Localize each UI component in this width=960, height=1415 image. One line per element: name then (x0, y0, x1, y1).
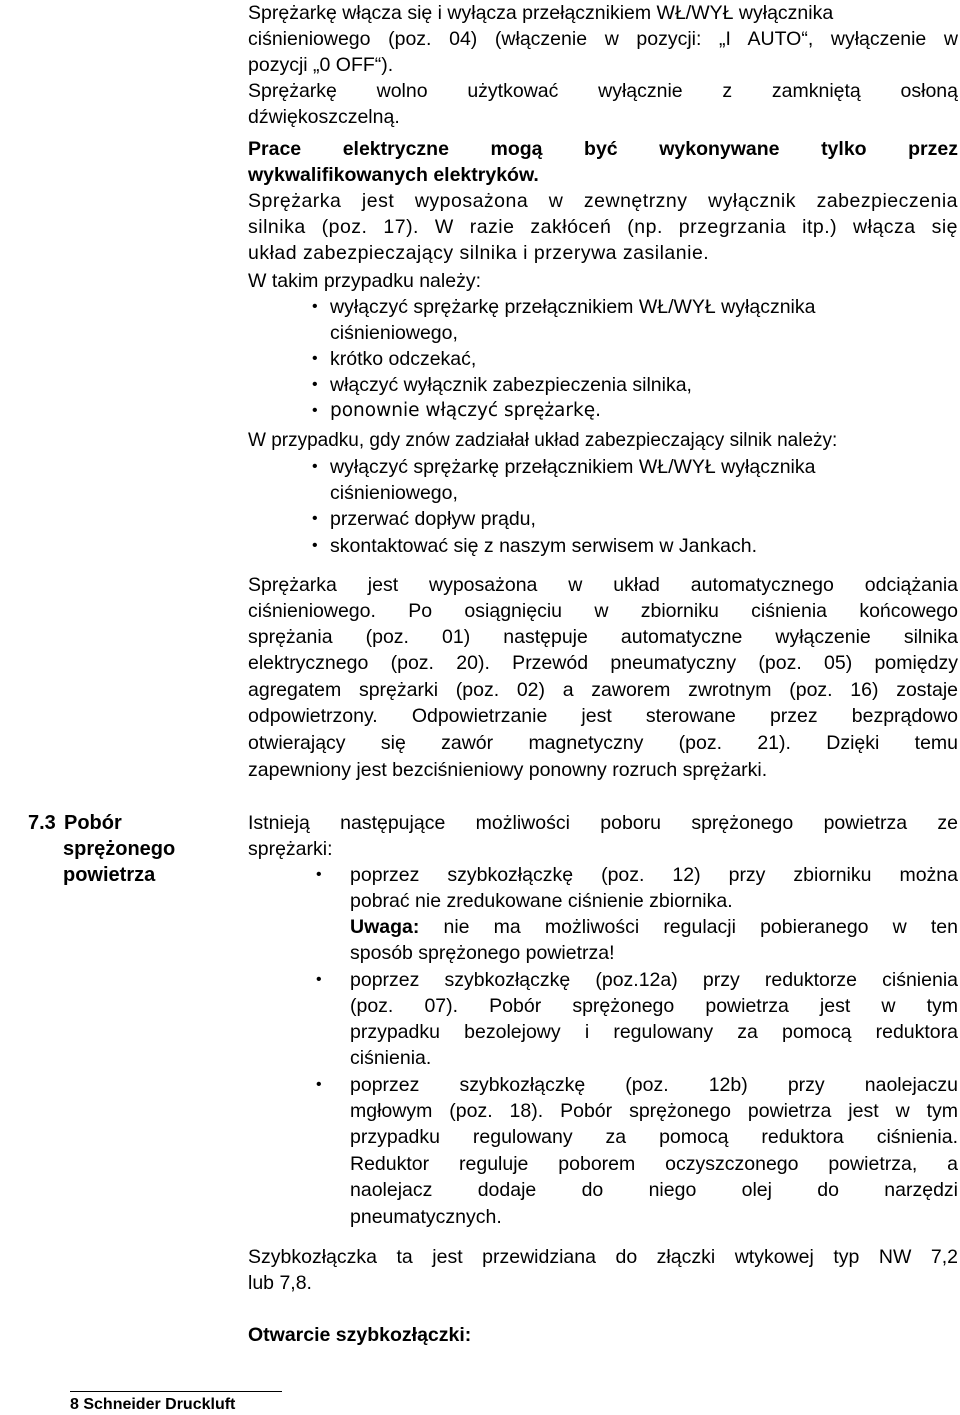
text-line: sprężarki: (248, 838, 333, 860)
text-line: zapewniony jest bezciśnieniowy ponowny rozruch sprężarki. (248, 759, 768, 781)
bullet-icon: • (312, 510, 318, 527)
list-item: naolejacz dodaje do niego olej do narzędzi (350, 1179, 958, 1201)
list-item: wyłączyć sprężarkę przełącznikiem WŁ/WYŁ wyłącznika (330, 296, 816, 318)
list-item: poprzez szybkozłączkę (poz. 12b) przy naolejaczu (350, 1074, 958, 1096)
text-line: układ zabezpieczający silnika i przerywa zasilanie. (248, 242, 710, 264)
bullet-icon: • (316, 866, 322, 883)
warning-line: wykwalifikowanych elektryków. (248, 164, 539, 186)
text-line: sprężania (poz. 01) następuje automatyczne wyłączenie silnika (248, 626, 958, 648)
bullet-icon: • (312, 298, 318, 315)
text-line: dźwiękoszczelną. (248, 106, 400, 128)
list-item: przypadku regulowany za pomocą reduktora ciśnienia. (350, 1126, 958, 1148)
text-line: otwierający się zawór magnetyczny (poz. 21). Dzięki temu (248, 732, 958, 754)
text-line: W takim przypadku należy: (248, 270, 482, 292)
text-line: Sprężarkę wolno użytkować wyłącznie z zamkniętą osłoną (248, 80, 958, 102)
list-item: pneumatycznych. (350, 1206, 502, 1228)
bullet-icon: • (316, 1076, 322, 1093)
warning-line: Prace elektryczne mogą być wykonywane tylko przez (248, 138, 958, 160)
text-line: Sprężarka jest wyposażona w zewnętrzny wyłącznik zabezpieczenia (248, 190, 958, 212)
text-line: ciśnieniowego. Po osiągnięciu w zbiorniku ciśnienia końcowego (248, 600, 958, 622)
list-item: pobrać nie zredukowane ciśnienie zbiornika. (350, 890, 733, 912)
section-title: powietrza (63, 864, 156, 886)
subheading: Otwarcie szybkozłączki: (248, 1324, 472, 1346)
bullet-icon: • (316, 971, 322, 988)
list-item: krótko odczekać, (330, 348, 477, 370)
list-item: włączyć wyłącznik zabezpieczenia silnika, (330, 374, 692, 396)
list-item: sposób sprężonego powietrza! (350, 942, 615, 964)
text-line: ciśnieniowego (poz. 04) (włączenie w pozycji: „I AUTO“, wyłączenie w (248, 28, 958, 50)
list-item: poprzez szybkozłączkę (poz. 12) przy zbiorniku można (350, 864, 958, 886)
footer-divider (70, 1391, 282, 1392)
bullet-icon: • (312, 402, 318, 419)
list-item: wyłączyć sprężarkę przełącznikiem WŁ/WYŁ wyłącznika (330, 456, 816, 478)
text-line: Istnieją następujące możliwości poboru sprężonego powietrza ze (248, 812, 958, 834)
text-line: agregatem sprężarki (poz. 02) a zaworem zwrotnym (poz. 16) zostaje (248, 679, 958, 701)
text-line: Sprężarka jest wyposażona w układ automatycznego odciążania (248, 574, 958, 596)
text-line: Sprężarkę włącza się i wyłącza przełącznikiem WŁ/WYŁ wyłącznika (248, 2, 834, 24)
text-line: W przypadku, gdy znów zadziałał układ zabezpieczający silnik należy: (248, 430, 838, 451)
text-line: silnika (poz. 17). W razie zakłóceń (np. przegrzania itp.) włącza się (248, 216, 958, 238)
section-title: sprężonego (63, 838, 176, 860)
text-line: elektrycznego (poz. 20). Przewód pneumatyczny (poz. 05) pomiędzy (248, 652, 958, 674)
list-item: Reduktor reguluje poborem oczyszczonego powietrza, a (350, 1153, 958, 1175)
list-item: ciśnieniowego, (330, 482, 458, 504)
list-item (350, 914, 958, 940)
bullet-icon: • (312, 350, 318, 367)
note-label: Uwaga: (350, 916, 420, 938)
bullet-icon: • (312, 458, 318, 475)
list-item: ponownie włączyć sprężarkę. (330, 400, 601, 421)
list-item: ciśnieniowego, (330, 322, 458, 344)
page-footer: 8 Schneider Druckluft (70, 1396, 236, 1413)
section-heading (28, 810, 198, 836)
bullet-icon: • (312, 537, 318, 554)
section-title: Pobór (64, 812, 122, 834)
text-line: pozycji „0 OFF“). (248, 54, 394, 76)
list-item: przerwać dopływ prądu, (330, 508, 536, 530)
list-item: poprzez szybkozłączkę (poz.12a) przy reduktorze ciśnienia (350, 969, 958, 991)
note-text: nie ma możliwości regulacji pobieranego w ten (419, 916, 958, 938)
list-item: (poz. 07). Pobór sprężonego powietrza jest w tym (350, 995, 958, 1017)
bullet-icon: • (312, 376, 318, 393)
list-item: ciśnienia. (350, 1047, 432, 1069)
list-item: przypadku bezolejowy i regulowany za pomocą reduktora (350, 1021, 958, 1043)
text-line: Szybkozłączka ta jest przewidziana do złączki wtykowej typ NW 7,2 (248, 1246, 958, 1268)
text-line: odpowietrzony. Odpowietrzanie jest sterowane przez bezprądowo (248, 705, 958, 727)
text-line: lub 7,8. (248, 1272, 312, 1294)
list-item: skontaktować się z naszym serwisem w Jankach. (330, 535, 757, 557)
list-item: mgłowym (poz. 18). Pobór sprężonego powietrza jest w tym (350, 1100, 958, 1122)
section-number: 7.3 (28, 812, 56, 834)
